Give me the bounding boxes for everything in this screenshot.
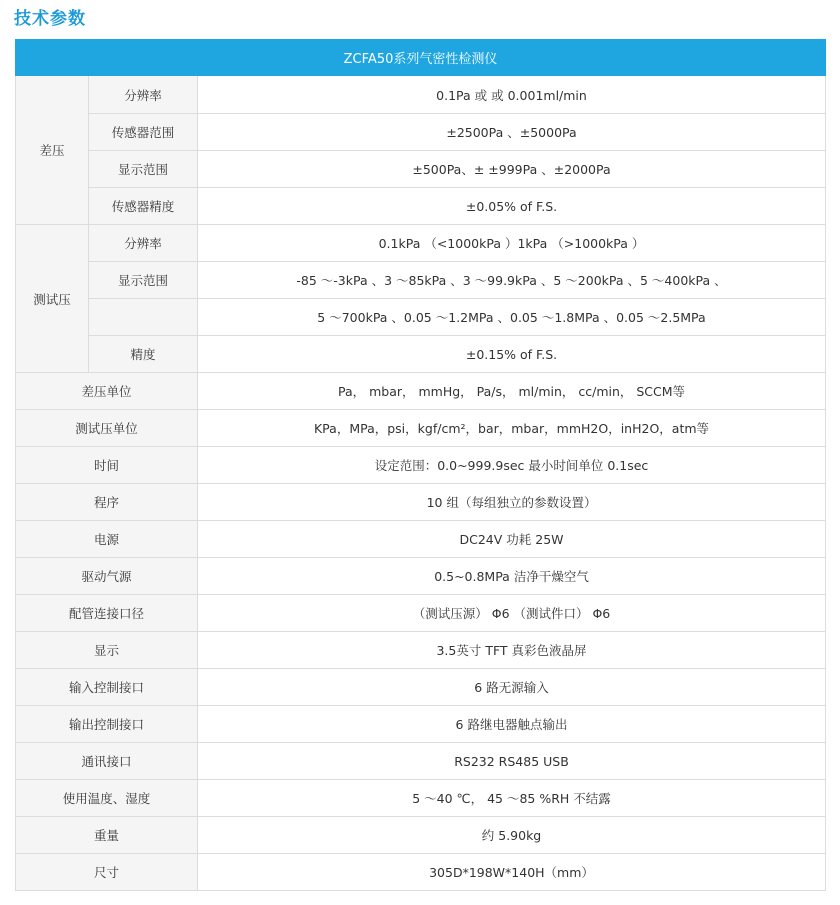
value-cell: ±0.15% of F.S.: [198, 336, 826, 373]
row-label: 电源: [16, 521, 198, 558]
table-row: [16, 410, 826, 447]
sub-label: 传感器范围: [89, 114, 198, 151]
table-row: [16, 484, 826, 521]
row-label: 尺寸: [16, 854, 198, 891]
table-row: [16, 817, 826, 854]
value-cell: ±2500Pa 、±5000Pa: [198, 114, 826, 151]
table-row: [16, 595, 826, 632]
row-label: 输入控制接口: [16, 669, 198, 706]
value-cell: 0.5~0.8MPa 洁净干燥空气: [198, 558, 826, 595]
value-cell: Pa， mbar， mmHg， Pa/s， ml/min， cc/min， SCCM等: [198, 373, 826, 410]
table-row: [16, 299, 826, 336]
value-cell: 0.1Pa 或 或 0.001ml/min: [198, 76, 826, 114]
group-label-diff-pressure: 差压: [16, 76, 89, 225]
sub-label: 分辨率: [89, 76, 198, 114]
table-row: [16, 780, 826, 817]
sub-label: [89, 299, 198, 336]
table-row: [16, 854, 826, 891]
table-row: [16, 188, 826, 225]
value-cell: ±0.05% of F.S.: [198, 188, 826, 225]
value-cell: ±500Pa、± ±999Pa 、±2000Pa: [198, 151, 826, 188]
value-cell: RS232 RS485 USB: [198, 743, 826, 780]
value-cell: DC24V 功耗 25W: [198, 521, 826, 558]
value-cell: 约 5.90kg: [198, 817, 826, 854]
value-cell: 10 组（每组独立的参数设置）: [198, 484, 826, 521]
sub-label: 精度: [89, 336, 198, 373]
value-cell: 6 路无源输入: [198, 669, 826, 706]
table-row: [16, 76, 826, 114]
table-row: [16, 521, 826, 558]
table-row: [16, 373, 826, 410]
value-cell: （测试压源） Φ6 （测试件口） Φ6: [198, 595, 826, 632]
value-cell: 5 ～700kPa 、0.05 ～1.2MPa 、0.05 ～1.8MPa 、0.05 ～2.5MPa: [198, 299, 826, 336]
sub-label: 显示范围: [89, 262, 198, 299]
row-label: 差压单位: [16, 373, 198, 410]
table-row: [16, 336, 826, 373]
row-label: 显示: [16, 632, 198, 669]
table-row: [16, 151, 826, 188]
section-title: 技术参数: [14, 9, 86, 29]
row-label: 重量: [16, 817, 198, 854]
table-row: [16, 225, 826, 262]
row-label: 测试压单位: [16, 410, 198, 447]
row-label: 通讯接口: [16, 743, 198, 780]
row-label: 使用温度、湿度: [16, 780, 198, 817]
table-row: [16, 262, 826, 299]
row-label: 驱动气源: [16, 558, 198, 595]
table-row: [16, 447, 826, 484]
table-row: [16, 632, 826, 669]
table-row: [16, 114, 826, 151]
row-label: 配管连接口径: [16, 595, 198, 632]
table-row: [16, 669, 826, 706]
value-cell: -85 ～-3kPa 、3 ～85kPa 、3 ～99.9kPa 、5 ～200kPa 、5 ～400kPa 、: [198, 262, 826, 299]
value-cell: 305D*198W*140H（mm）: [198, 854, 826, 891]
value-cell: KPa，MPa，psi，kgf/cm²，bar，mbar，mmH2O，inH2O，atm等: [198, 410, 826, 447]
table-row: [16, 743, 826, 780]
spec-table: [15, 39, 826, 891]
group-label-test-pressure: 测试压: [16, 225, 89, 373]
value-cell: 5 ～40 ℃， 45 ～85 %RH 不结露: [198, 780, 826, 817]
sub-label: 分辨率: [89, 225, 198, 262]
value-cell: 3.5英寸 TFT 真彩色液晶屏: [198, 632, 826, 669]
sub-label: 显示范围: [89, 151, 198, 188]
table-row: [16, 706, 826, 743]
row-label: 时间: [16, 447, 198, 484]
sub-label: 传感器精度: [89, 188, 198, 225]
row-label: 程序: [16, 484, 198, 521]
row-label: 输出控制接口: [16, 706, 198, 743]
value-cell: 设定范围：0.0~999.9sec 最小时间单位 0.1sec: [198, 447, 826, 484]
table-caption: ZCFA50系列气密性检测仪: [16, 40, 826, 76]
table-row: [16, 558, 826, 595]
value-cell: 6 路继电器触点输出: [198, 706, 826, 743]
value-cell: 0.1kPa （<1000kPa ）1kPa （>1000kPa ）: [198, 225, 826, 262]
